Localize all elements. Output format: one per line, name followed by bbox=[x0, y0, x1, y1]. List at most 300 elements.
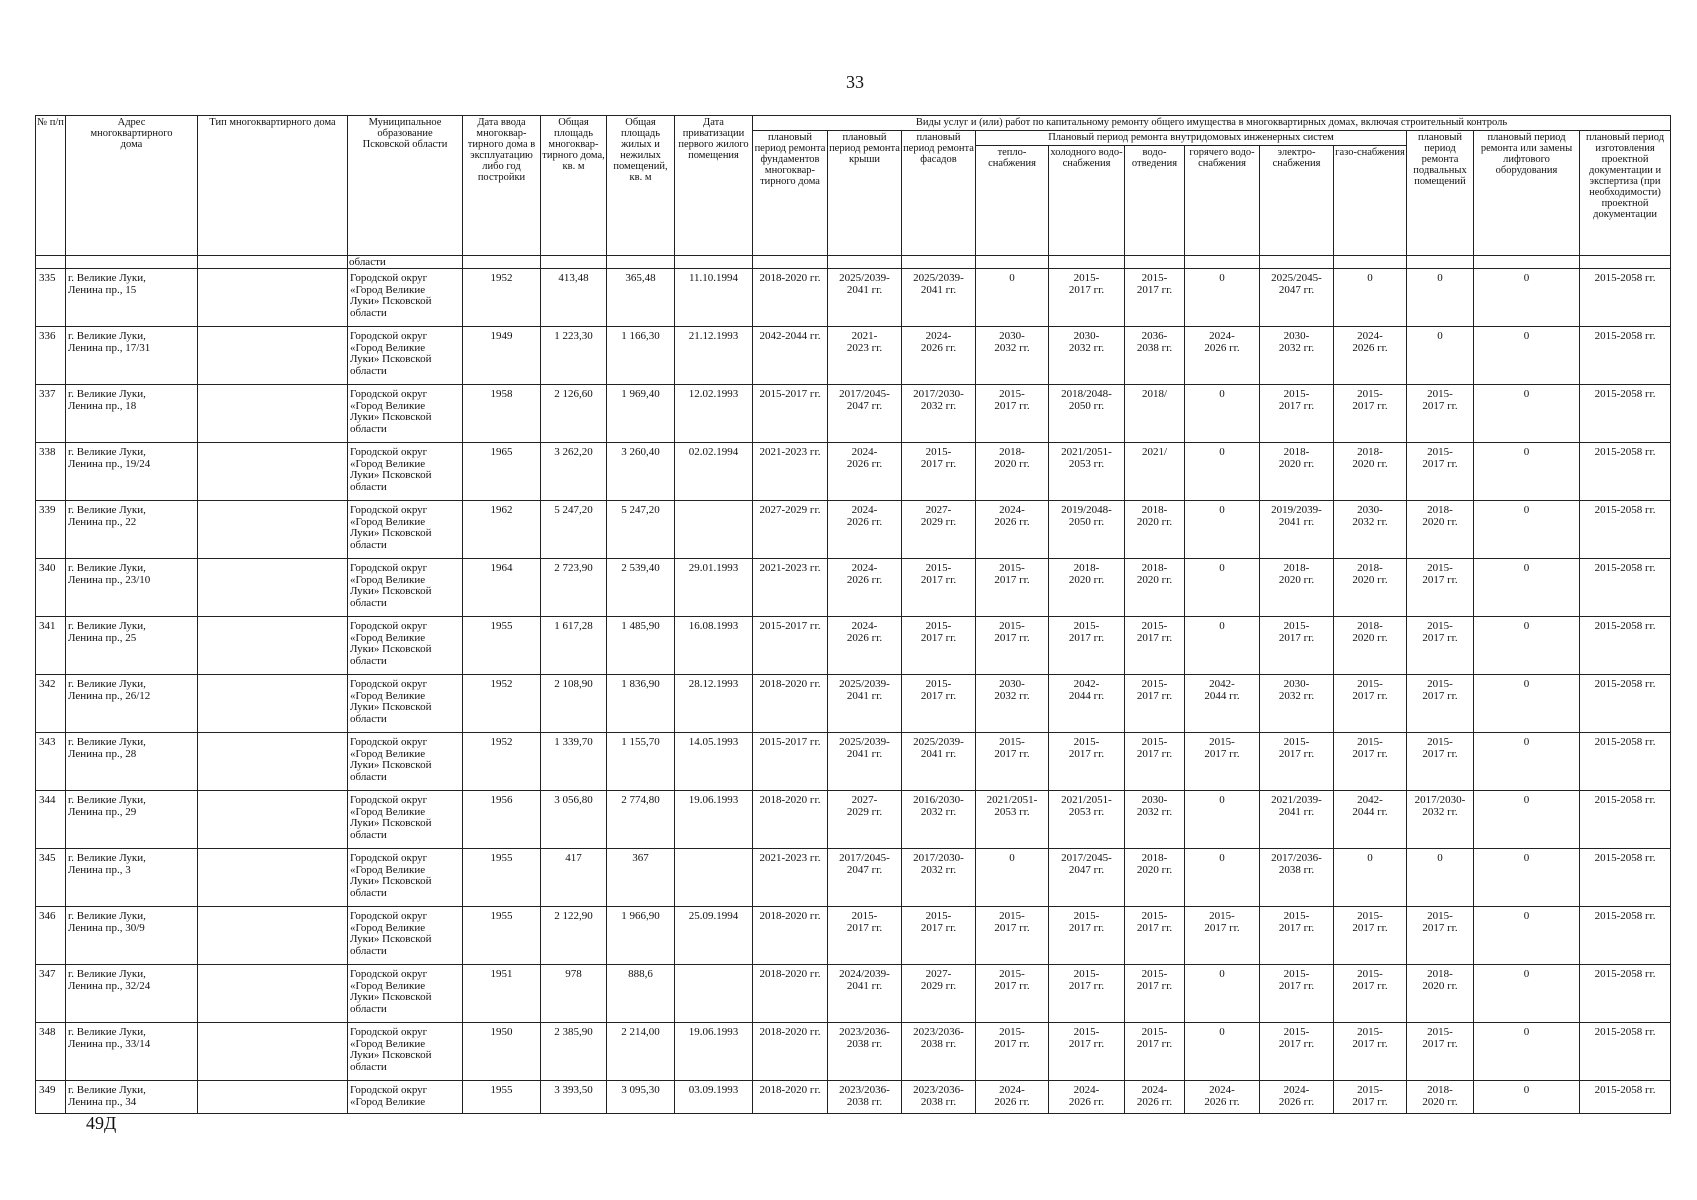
commissioning-year-cell bbox=[463, 1023, 541, 1081]
roof-period-cell-text: 2024- 2026 гг. bbox=[846, 447, 883, 470]
commissioning-year-cell-text: 1952 bbox=[490, 737, 513, 748]
address-city: г. Великие Луки, bbox=[68, 621, 146, 632]
column-header-commissioning-date: Дата ввода многоквар-тирного дома в эксплуатацию либо год постройки bbox=[463, 116, 541, 256]
heating-period-cell bbox=[976, 443, 1049, 501]
living-area-cell bbox=[607, 965, 675, 1023]
municipality-cell bbox=[348, 256, 463, 269]
design-docs-period-cell bbox=[1580, 443, 1671, 501]
facade-period-cell bbox=[902, 675, 976, 733]
hot-water-period-cell bbox=[1185, 385, 1260, 443]
empty-cell bbox=[66, 256, 198, 269]
address-city: г. Великие Луки, bbox=[68, 447, 146, 458]
total-area-cell-text: 3 393,50 bbox=[554, 1085, 593, 1096]
roof-period-cell bbox=[828, 617, 902, 675]
design-docs-period-cell bbox=[1580, 559, 1671, 617]
living-area-cell bbox=[607, 501, 675, 559]
roof-period-cell bbox=[828, 1081, 902, 1114]
heating-period-cell bbox=[976, 1023, 1049, 1081]
address-cell bbox=[66, 269, 198, 327]
empty-cell bbox=[607, 256, 675, 269]
privatization-date-cell bbox=[675, 849, 753, 907]
table-row bbox=[36, 965, 1671, 1023]
address-street: Ленина пр., 33/14 bbox=[68, 1037, 151, 1050]
house-type-cell-text bbox=[200, 679, 346, 730]
address-street: Ленина пр., 17/31 bbox=[68, 341, 151, 354]
commissioning-year-cell-text: 1956 bbox=[490, 795, 513, 806]
cold-water-period-cell-text: 2042- 2044 гг. bbox=[1068, 679, 1105, 702]
living-area-cell-text: 1 485,90 bbox=[621, 621, 660, 632]
drainage-period-cell bbox=[1125, 327, 1185, 385]
address-street: Ленина пр., 22 bbox=[68, 515, 137, 528]
column-header-privatization-date: Дата приватизации первого жилого помещения bbox=[675, 116, 753, 256]
drainage-period-cell bbox=[1125, 849, 1185, 907]
house-type-cell bbox=[198, 791, 348, 849]
hot-water-period-cell-text: 0 bbox=[1219, 389, 1225, 400]
elevator-period-cell-text: 0 bbox=[1523, 853, 1530, 864]
facade-period-cell-text: 2025/2039- 2041 гг. bbox=[913, 737, 964, 760]
living-area-cell-text: 3 095,30 bbox=[621, 1085, 660, 1096]
elevator-period-cell bbox=[1474, 617, 1580, 675]
table-row bbox=[36, 791, 1671, 849]
row-number-cell bbox=[36, 849, 66, 907]
cold-water-period-cell bbox=[1049, 907, 1125, 965]
elevator-period-cell-text: 0 bbox=[1523, 389, 1530, 400]
heating-period-cell-text: 2015- 2017 гг. bbox=[994, 737, 1030, 760]
page-number: 33 bbox=[846, 72, 864, 92]
elevator-period-cell-text: 0 bbox=[1523, 1085, 1530, 1096]
living-area-cell bbox=[607, 443, 675, 501]
empty-cell bbox=[36, 256, 66, 269]
roof-period-cell bbox=[828, 385, 902, 443]
gas-period-cell bbox=[1334, 269, 1407, 327]
total-area-cell bbox=[541, 965, 607, 1023]
municipality-cell-text: Городской округ «Город Великие Луки» Псковской области bbox=[350, 447, 432, 493]
row-number-cell bbox=[36, 617, 66, 675]
basement-period-cell-text: 2015- 2017 гг. bbox=[1422, 447, 1458, 470]
municipality-cell bbox=[348, 617, 463, 675]
row-number-cell bbox=[36, 269, 66, 327]
living-area-cell bbox=[607, 1081, 675, 1114]
row-number-cell bbox=[36, 559, 66, 617]
column-header-total-area: Общая площадь многоквар-тирного дома, кв. м bbox=[541, 116, 607, 256]
basement-period-cell-text: 2015- 2017 гг. bbox=[1422, 911, 1458, 934]
column-header-gas: газо-снабжения bbox=[1334, 146, 1407, 256]
municipality-cell bbox=[348, 791, 463, 849]
column-header-living-area: Общая площадь жилых и нежилых помещений, кв. м bbox=[607, 116, 675, 256]
cold-water-period-cell-text: 2015- 2017 гг. bbox=[1068, 1027, 1105, 1050]
house-type-cell-text bbox=[200, 1085, 346, 1111]
electricity-period-cell-text: 2019/2039- 2041 гг. bbox=[1271, 505, 1322, 528]
gas-period-cell bbox=[1334, 849, 1407, 907]
column-header-basement: плановый период ремонта подвальных помещений bbox=[1407, 131, 1474, 256]
roof-period-cell bbox=[828, 443, 902, 501]
row-number-cell-text: 341 bbox=[39, 621, 56, 632]
cold-water-period-cell-text: 2015- 2017 гг. bbox=[1068, 737, 1105, 760]
total-area-cell-text: 3 262,20 bbox=[554, 447, 593, 458]
total-area-cell-text: 417 bbox=[565, 853, 582, 864]
total-area-cell bbox=[541, 791, 607, 849]
facade-period-cell-text: 2027- 2029 гг. bbox=[920, 969, 957, 992]
row-number-cell-text: 335 bbox=[39, 273, 56, 284]
hot-water-period-cell bbox=[1185, 675, 1260, 733]
row-number-cell bbox=[36, 385, 66, 443]
foundation-period-cell bbox=[753, 965, 828, 1023]
footer-code: 49Д bbox=[86, 1113, 117, 1133]
electricity-period-cell-text: 2024- 2026 гг. bbox=[1278, 1085, 1315, 1108]
privatization-date-cell-text bbox=[676, 505, 751, 556]
address-city: г. Великие Луки, bbox=[68, 505, 146, 516]
total-area-cell bbox=[541, 849, 607, 907]
total-area-cell-text: 978 bbox=[565, 969, 582, 980]
empty-cell bbox=[976, 256, 1049, 269]
address-cell bbox=[66, 1023, 198, 1081]
elevator-period-cell bbox=[1474, 327, 1580, 385]
basement-period-cell bbox=[1407, 559, 1474, 617]
total-area-cell bbox=[541, 501, 607, 559]
living-area-cell-text: 5 247,20 bbox=[621, 505, 660, 516]
address-city: г. Великие Луки, bbox=[68, 389, 146, 400]
heating-period-cell bbox=[976, 501, 1049, 559]
elevator-period-cell bbox=[1474, 559, 1580, 617]
total-area-cell bbox=[541, 1023, 607, 1081]
living-area-cell bbox=[607, 791, 675, 849]
design-docs-period-cell bbox=[1580, 965, 1671, 1023]
address-city: г. Великие Луки, bbox=[68, 563, 146, 574]
roof-period-cell-text: 2024/2039- 2041 гг. bbox=[839, 969, 890, 992]
hot-water-period-cell bbox=[1185, 791, 1260, 849]
electricity-period-cell-text: 2015- 2017 гг. bbox=[1278, 1027, 1315, 1050]
address-cell bbox=[66, 733, 198, 791]
gas-period-cell-text: 0 bbox=[1367, 273, 1373, 284]
column-header-heating: тепло-снабжения bbox=[976, 146, 1049, 256]
facade-period-cell bbox=[902, 1023, 976, 1081]
address-cell bbox=[66, 501, 198, 559]
foundation-period-cell-text: 2018-2020 гг. bbox=[759, 1027, 821, 1038]
electricity-period-cell bbox=[1260, 327, 1334, 385]
cold-water-period-cell bbox=[1049, 443, 1125, 501]
cold-water-period-cell-text: 2024- 2026 гг. bbox=[1068, 1085, 1105, 1108]
elevator-period-cell-text: 0 bbox=[1523, 679, 1530, 690]
privatization-date-cell bbox=[675, 791, 753, 849]
design-docs-period-cell bbox=[1580, 907, 1671, 965]
drainage-period-cell-text: 2018- 2020 гг. bbox=[1136, 563, 1173, 586]
municipality-cell bbox=[348, 907, 463, 965]
living-area-cell-text: 1 166,30 bbox=[621, 331, 660, 342]
design-docs-period-cell bbox=[1580, 617, 1671, 675]
total-area-cell bbox=[541, 269, 607, 327]
commissioning-year-cell-text: 1955 bbox=[490, 1085, 513, 1096]
basement-period-cell bbox=[1407, 443, 1474, 501]
table-row bbox=[36, 385, 1671, 443]
heating-period-cell bbox=[976, 559, 1049, 617]
facade-period-cell-text: 2027- 2029 гг. bbox=[920, 505, 957, 528]
empty-cell bbox=[1580, 256, 1671, 269]
drainage-period-cell bbox=[1125, 617, 1185, 675]
foundation-period-cell bbox=[753, 675, 828, 733]
electricity-period-cell-text: 2030- 2032 гг. bbox=[1278, 331, 1315, 354]
cold-water-period-cell bbox=[1049, 269, 1125, 327]
privatization-date-cell-text: 14.05.1993 bbox=[688, 737, 739, 748]
cold-water-period-cell bbox=[1049, 733, 1125, 791]
design-docs-period-cell-text: 2015-2058 гг. bbox=[1594, 737, 1656, 748]
row-number-cell bbox=[36, 675, 66, 733]
roof-period-cell-text: 2023/2036- 2038 гг. bbox=[839, 1027, 890, 1050]
electricity-period-cell bbox=[1260, 1081, 1334, 1114]
drainage-period-cell-text: 2015- 2017 гг. bbox=[1136, 969, 1173, 992]
house-type-cell bbox=[198, 965, 348, 1023]
basement-period-cell-text: 2018- 2020 гг. bbox=[1422, 969, 1458, 992]
hot-water-period-cell bbox=[1185, 269, 1260, 327]
foundation-period-cell bbox=[753, 617, 828, 675]
column-header-house-type: Тип многоквартирного дома bbox=[198, 116, 348, 256]
drainage-period-cell-text: 2015- 2017 гг. bbox=[1136, 621, 1173, 644]
privatization-date-cell-text: 19.06.1993 bbox=[688, 795, 739, 806]
elevator-period-cell bbox=[1474, 501, 1580, 559]
roof-period-cell bbox=[828, 675, 902, 733]
roof-period-cell-text: 2017/2045- 2047 гг. bbox=[839, 389, 890, 412]
table-row bbox=[36, 559, 1671, 617]
commissioning-year-cell-text: 1955 bbox=[490, 853, 513, 864]
roof-period-cell bbox=[828, 501, 902, 559]
facade-period-cell-text: 2024- 2026 гг. bbox=[920, 331, 957, 354]
subgroup-header-engineering-systems: Плановый период ремонта внутридомовых инженерных систем bbox=[976, 131, 1407, 146]
row-number-cell bbox=[36, 501, 66, 559]
commissioning-year-cell-text: 1952 bbox=[490, 273, 513, 284]
basement-period-cell bbox=[1407, 965, 1474, 1023]
row-number-cell bbox=[36, 965, 66, 1023]
privatization-date-cell-text: 16.08.1993 bbox=[688, 621, 739, 632]
design-docs-period-cell-text: 2015-2058 гг. bbox=[1594, 505, 1656, 516]
cold-water-period-cell-text: 2019/2048- 2050 гг. bbox=[1061, 505, 1112, 528]
basement-period-cell bbox=[1407, 1023, 1474, 1081]
gas-period-cell bbox=[1334, 907, 1407, 965]
row-number-cell-text: 347 bbox=[39, 969, 56, 980]
address-cell bbox=[66, 385, 198, 443]
commissioning-year-cell bbox=[463, 559, 541, 617]
privatization-date-cell bbox=[675, 1081, 753, 1114]
roof-period-cell bbox=[828, 733, 902, 791]
privatization-date-cell bbox=[675, 675, 753, 733]
column-header-address-label: Адрес многоквартирного дома bbox=[90, 117, 173, 150]
gas-period-cell bbox=[1334, 559, 1407, 617]
living-area-cell bbox=[607, 849, 675, 907]
cold-water-period-cell-text: 2018/2048- 2050 гг. bbox=[1061, 389, 1112, 412]
commissioning-year-cell-text: 1952 bbox=[490, 679, 513, 690]
gas-period-cell-text: 2018- 2020 гг. bbox=[1352, 563, 1388, 586]
table-row bbox=[36, 1023, 1671, 1081]
foundation-period-cell bbox=[753, 1081, 828, 1114]
column-header-cold-water: холодного водо-снабжения bbox=[1049, 146, 1125, 256]
living-area-cell bbox=[607, 559, 675, 617]
drainage-period-cell-text: 2015- 2017 гг. bbox=[1136, 273, 1173, 296]
basement-period-cell-text: 2017/2030- 2032 гг. bbox=[1414, 795, 1466, 818]
heating-period-cell-text: 2030- 2032 гг. bbox=[994, 679, 1030, 702]
table-header bbox=[36, 116, 1671, 256]
column-header-electricity: электро-снабжения bbox=[1260, 146, 1334, 256]
hot-water-period-cell bbox=[1185, 443, 1260, 501]
table-row bbox=[36, 269, 1671, 327]
row-number-cell bbox=[36, 1023, 66, 1081]
total-area-cell bbox=[541, 907, 607, 965]
roof-period-cell-text: 2015- 2017 гг. bbox=[846, 911, 883, 934]
table-row bbox=[36, 1081, 1671, 1114]
cold-water-period-cell bbox=[1049, 965, 1125, 1023]
house-type-cell-text bbox=[200, 389, 346, 440]
foundation-period-cell bbox=[753, 385, 828, 443]
heating-period-cell bbox=[976, 675, 1049, 733]
hot-water-period-cell-text: 0 bbox=[1219, 969, 1225, 980]
empty-cell bbox=[902, 256, 976, 269]
table-row bbox=[36, 501, 1671, 559]
house-type-cell-text bbox=[200, 1027, 346, 1078]
design-docs-period-cell-text: 2015-2058 гг. bbox=[1594, 795, 1656, 806]
commissioning-year-cell bbox=[463, 907, 541, 965]
table-row bbox=[36, 675, 1671, 733]
elevator-period-cell bbox=[1474, 1081, 1580, 1114]
drainage-period-cell bbox=[1125, 733, 1185, 791]
elevator-period-cell-text: 0 bbox=[1523, 969, 1530, 980]
basement-period-cell-text: 0 bbox=[1437, 853, 1443, 864]
house-type-cell bbox=[198, 733, 348, 791]
column-header-drainage: водо-отведения bbox=[1125, 146, 1185, 256]
municipality-cell-text: Городской округ «Город Великие Луки» Псковской области bbox=[350, 389, 432, 435]
municipality-cell bbox=[348, 385, 463, 443]
design-docs-period-cell bbox=[1580, 791, 1671, 849]
table-row bbox=[36, 907, 1671, 965]
facade-period-cell-text: 2015- 2017 гг. bbox=[920, 447, 957, 470]
facade-period-cell-text: 2015- 2017 гг. bbox=[920, 911, 957, 934]
gas-period-cell-text: 2018- 2020 гг. bbox=[1352, 447, 1388, 470]
drainage-period-cell-text: 2015- 2017 гг. bbox=[1136, 679, 1173, 702]
cold-water-period-cell bbox=[1049, 559, 1125, 617]
drainage-period-cell bbox=[1125, 501, 1185, 559]
address-cell bbox=[66, 791, 198, 849]
foundation-period-cell-text: 2018-2020 гг. bbox=[759, 795, 821, 806]
living-area-cell bbox=[607, 675, 675, 733]
gas-period-cell-text: 2015- 2017 гг. bbox=[1352, 911, 1388, 934]
elevator-period-cell-text: 0 bbox=[1523, 505, 1530, 516]
facade-period-cell bbox=[902, 269, 976, 327]
hot-water-period-cell bbox=[1185, 501, 1260, 559]
hot-water-period-cell-text: 2015- 2017 гг. bbox=[1204, 737, 1240, 760]
municipality-cell-text: Городской округ «Город Великие Луки» Псковской области bbox=[350, 737, 432, 783]
foundation-period-cell-text: 2018-2020 гг. bbox=[759, 911, 821, 922]
living-area-cell bbox=[607, 617, 675, 675]
elevator-period-cell bbox=[1474, 733, 1580, 791]
basement-period-cell bbox=[1407, 791, 1474, 849]
cold-water-period-cell bbox=[1049, 1023, 1125, 1081]
empty-cell bbox=[1334, 256, 1407, 269]
column-header-roof: плановый период ремонта крыши bbox=[828, 131, 902, 256]
cold-water-period-cell-text: 2017/2045- 2047 гг. bbox=[1061, 853, 1112, 876]
house-type-cell-text bbox=[200, 737, 346, 788]
living-area-cell-text: 1 969,40 bbox=[621, 389, 660, 400]
living-area-cell-text: 888,6 bbox=[628, 969, 653, 980]
drainage-period-cell bbox=[1125, 965, 1185, 1023]
design-docs-period-cell-text: 2015-2058 гг. bbox=[1594, 331, 1656, 342]
hot-water-period-cell bbox=[1185, 849, 1260, 907]
privatization-date-cell bbox=[675, 559, 753, 617]
gas-period-cell bbox=[1334, 385, 1407, 443]
total-area-cell bbox=[541, 327, 607, 385]
empty-cell bbox=[1185, 256, 1260, 269]
roof-period-cell-text: 2025/2039- 2041 гг. bbox=[839, 679, 890, 702]
cold-water-period-cell-text: 2015- 2017 гг. bbox=[1068, 621, 1105, 644]
house-type-cell-text bbox=[200, 795, 346, 846]
row-number-cell-text: 339 bbox=[39, 505, 56, 516]
design-docs-period-cell-text: 2015-2058 гг. bbox=[1594, 911, 1656, 922]
heating-period-cell-text: 2024- 2026 гг. bbox=[994, 1085, 1030, 1108]
gas-period-cell bbox=[1334, 501, 1407, 559]
address-city: г. Великие Луки, bbox=[68, 679, 146, 690]
elevator-period-cell bbox=[1474, 907, 1580, 965]
gas-period-cell-text: 2015- 2017 гг. bbox=[1352, 737, 1388, 760]
row-number-cell-text: 338 bbox=[39, 447, 56, 458]
address-city: г. Великие Луки, bbox=[68, 737, 146, 748]
heating-period-cell bbox=[976, 965, 1049, 1023]
facade-period-cell-text: 2016/2030- 2032 гг. bbox=[913, 795, 964, 818]
foundation-period-cell-text: 2018-2020 гг. bbox=[759, 273, 821, 284]
electricity-period-cell-text: 2025/2045- 2047 гг. bbox=[1271, 273, 1322, 296]
commissioning-year-cell-text: 1955 bbox=[490, 621, 513, 632]
address-street: Ленина пр., 29 bbox=[68, 805, 137, 818]
municipality-cell bbox=[348, 559, 463, 617]
continuation-row bbox=[36, 256, 1671, 269]
facade-period-cell-text: 2017/2030- 2032 гг. bbox=[913, 853, 964, 876]
total-area-cell-text: 2 385,90 bbox=[554, 1027, 593, 1038]
privatization-date-cell bbox=[675, 327, 753, 385]
gas-period-cell-text: 2042- 2044 гг. bbox=[1352, 795, 1388, 818]
hot-water-period-cell bbox=[1185, 1023, 1260, 1081]
foundation-period-cell bbox=[753, 559, 828, 617]
hot-water-period-cell-text: 0 bbox=[1219, 795, 1225, 806]
address-street: Ленина пр., 23/10 bbox=[68, 573, 151, 586]
total-area-cell-text: 2 723,90 bbox=[554, 563, 593, 574]
elevator-period-cell bbox=[1474, 675, 1580, 733]
roof-period-cell-text: 2024- 2026 гг. bbox=[846, 563, 883, 586]
foundation-period-cell-text: 2027-2029 гг. bbox=[759, 505, 821, 516]
column-header-facade: плановый период ремонта фасадов bbox=[902, 131, 976, 256]
heating-period-cell-text: 2021/2051- 2053 гг. bbox=[986, 795, 1038, 818]
basement-period-cell bbox=[1407, 327, 1474, 385]
basement-period-cell-text: 2015- 2017 гг. bbox=[1422, 621, 1458, 644]
row-number-cell-text: 349 bbox=[39, 1085, 56, 1096]
roof-period-cell-text: 2027- 2029 гг. bbox=[846, 795, 883, 818]
hot-water-period-cell-text: 0 bbox=[1219, 1027, 1225, 1038]
cold-water-period-cell bbox=[1049, 849, 1125, 907]
municipality-cell-text: Городской округ «Город Великие Луки» Псковской области bbox=[350, 911, 432, 957]
drainage-period-cell bbox=[1125, 907, 1185, 965]
basement-period-cell bbox=[1407, 269, 1474, 327]
heating-period-cell bbox=[976, 269, 1049, 327]
commissioning-year-cell bbox=[463, 617, 541, 675]
total-area-cell-text: 2 108,90 bbox=[554, 679, 593, 690]
drainage-period-cell bbox=[1125, 675, 1185, 733]
heating-period-cell-text: 2015- 2017 гг. bbox=[994, 389, 1030, 412]
basement-period-cell bbox=[1407, 675, 1474, 733]
drainage-period-cell-text: 2030- 2032 гг. bbox=[1136, 795, 1173, 818]
municipality-cell bbox=[348, 733, 463, 791]
commissioning-year-cell-text: 1955 bbox=[490, 911, 513, 922]
cold-water-period-cell bbox=[1049, 617, 1125, 675]
basement-period-cell bbox=[1407, 1081, 1474, 1114]
drainage-period-cell-text: 2018- 2020 гг. bbox=[1136, 505, 1173, 528]
facade-period-cell-text: 2023/2036- 2038 гг. bbox=[913, 1085, 964, 1108]
foundation-period-cell bbox=[753, 733, 828, 791]
table-row bbox=[36, 443, 1671, 501]
roof-period-cell bbox=[828, 965, 902, 1023]
living-area-cell bbox=[607, 385, 675, 443]
